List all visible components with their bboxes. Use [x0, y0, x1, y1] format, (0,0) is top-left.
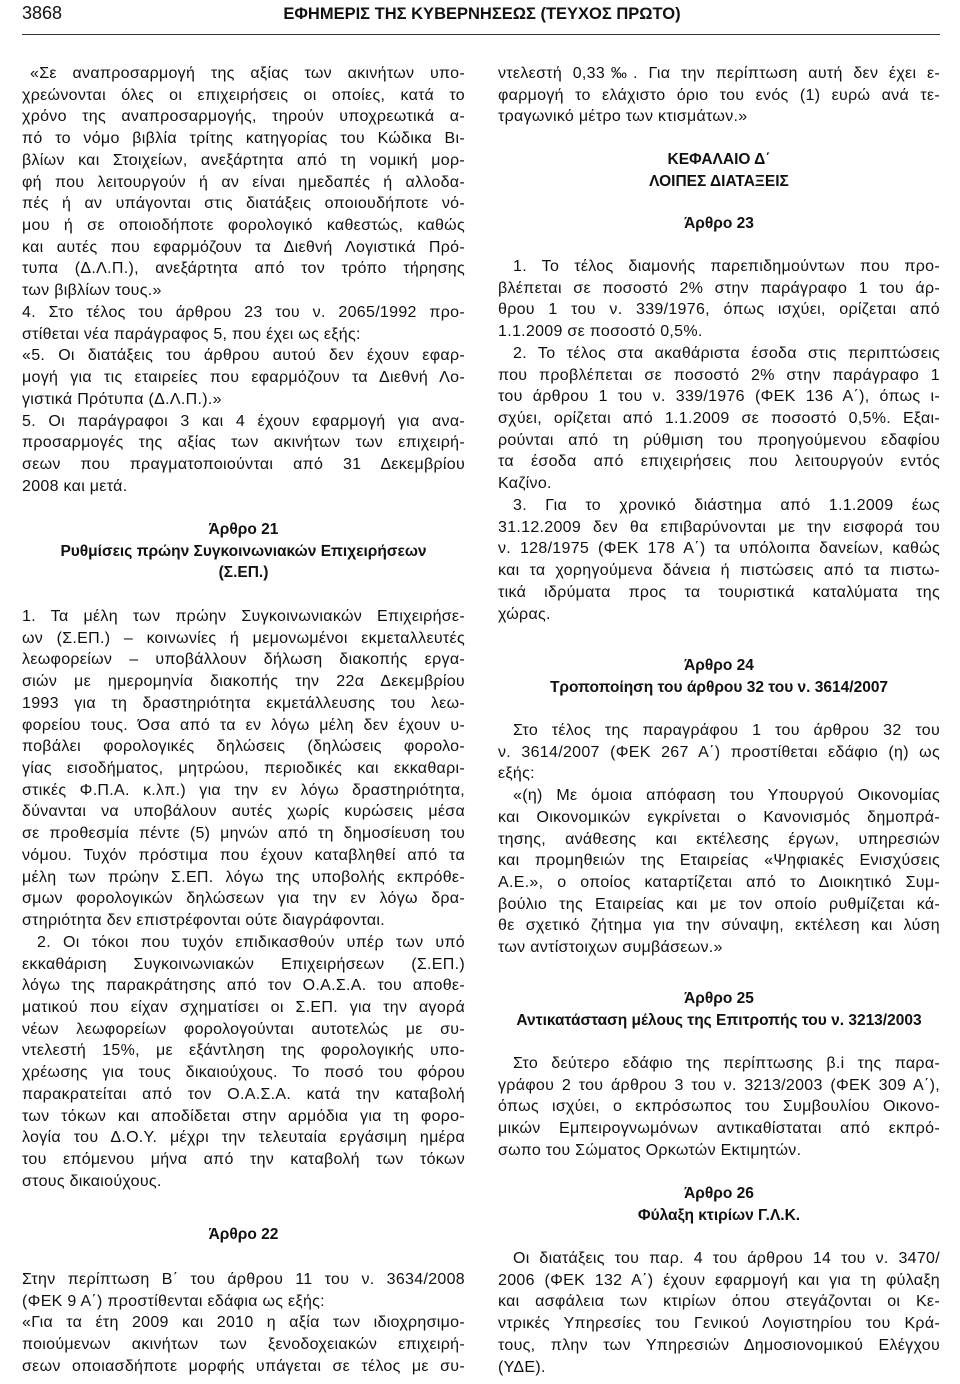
- text-line: στικές Φ.Π.Α. κ.λπ.) για την εν λόγω δραστηριότητα,: [22, 781, 465, 799]
- text-line: εκκαθάριση Συγκοινωνιακών Επιχειρήσεων (Σ.ΕΠ.): [22, 955, 465, 973]
- text-line: πές ή αν υπάγονται στις διατάξεις οποιουδήποτε νό-: [22, 195, 465, 213]
- text-line: ποιούμενων ακινήτων των ξενοδοχειακών επιχειρή-: [22, 1336, 465, 1354]
- text-line: τυπα (Δ.Λ.Π.), ανεξάρτητα από τον τρόπο τήρησης: [22, 260, 465, 278]
- text-line: χρέωσης για τους δικαιούχους. Το ποσό του φόρου: [22, 1064, 465, 1082]
- text-line: φαρμογή το ελάχιστο όριο του ενός (1) ευρώ ανά τε-: [498, 86, 940, 104]
- text-line: ποβάλει φορολογικές δηλώσεις (δηλώσεις φορολο-: [22, 738, 465, 756]
- text-line: δύνανται να υποβάλουν αυτές χωρίς κυρώσεις μέσα: [22, 803, 465, 821]
- article-22-heading-group: [22, 1224, 465, 1246]
- article-21-heading-group: [22, 519, 465, 584]
- text-line: παρακρατείται από τον Ο.Α.Σ.Α. κατά την καταβολή: [22, 1085, 465, 1103]
- text-line: χώρας.: [498, 605, 551, 623]
- text-line: τησης, ανάθεσης και εκτέλεσης έργων, υπηρεσιών: [498, 830, 940, 848]
- text-line: γιστικά Πρότυπα (Δ.Λ.Π.).»: [22, 390, 222, 408]
- text-line: φορείου τους. Όσα από τα εν λόγω μέλη δεν έχουν υ-: [22, 716, 465, 734]
- article-heading: Άρθρο 26: [684, 1185, 754, 1202]
- text-line: στίθεται νέα παράγραφος 5, που έχει ως εξής:: [22, 325, 361, 343]
- text-line: και ασφάλεια των κτιρίων όπου στεγάζονται οι Κε-: [498, 1293, 940, 1311]
- text-line: βούλιο της Εταιρείας και με τον οποίο ρυθμίζεται κά-: [498, 895, 940, 913]
- text-line: «(η) Με όμοια απόφαση του Υπουργού Οικονομίας: [513, 787, 940, 805]
- text-line: που προβλέπεται σε ποσοστό 2% στην παράγραφο 1: [498, 366, 940, 384]
- text-line: 4. Στο τέλος του άρθρου 23 του ν. 2065/1992 προ-: [22, 303, 465, 321]
- text-line: γίας εισοδήματος, μητρώου, περιοδικές και εκκαθαρι-: [22, 760, 465, 778]
- text-line: (ΦΕΚ 9 Α΄) προστίθενται εδάφια ως εξής:: [22, 1292, 325, 1310]
- text-line: νέων λεωφορείων φορολογούνται αυτοτελώς με συ-: [22, 1020, 465, 1038]
- text-line: μέλη των πρώην Σ.ΕΠ. λόγω της υποβολής εκπρόθε-: [22, 868, 465, 886]
- text-line: χρεώνονται όλες οι επιχειρήσεις οι οποίες, κατά το: [22, 86, 465, 104]
- text-line: Οι διατάξεις του παρ. 4 του άρθρου 14 του ν. 3470/: [513, 1250, 940, 1267]
- article-heading: Άρθρο 21: [208, 521, 279, 538]
- article-subtitle: Ρυθμίσεις πρώην Συγκοινωνιακών Επιχειρήσεων: [60, 542, 427, 560]
- article-22-body: [22, 1269, 465, 1378]
- text-line: τραγωνικό μέτρο των κτισμάτων.»: [498, 108, 748, 126]
- text-line: σεων οποιασδήποτε μορφής υπάγεται σε τέλος με συ-: [22, 1357, 465, 1375]
- text-line: του άρθρου 1 του ν. 339/1976 (ΦΕΚ 136 Α΄), όπως ι-: [498, 388, 940, 406]
- text-line: σε προθεσμία πέντε (5) μηνών από τη δημοσίευση του: [22, 825, 465, 843]
- article-26-body: [498, 1248, 940, 1378]
- text-line: προσαρμογές της αξίας των ακινήτων των επιχειρή-: [22, 434, 465, 452]
- article-heading: Άρθρο 25: [684, 990, 754, 1007]
- article-24-body: [498, 720, 940, 959]
- text-line: (ΥΔΕ).: [498, 1358, 546, 1376]
- article-heading: Άρθρο 22: [208, 1226, 279, 1243]
- text-line: πό το νόμο βιβλία τρίτης κατηγορίας του Κώδικα Βι-: [22, 130, 465, 148]
- text-line: νόμου. Τυχόν πρόστιμα που έχουν καταβληθεί από τα: [22, 846, 465, 864]
- article-26-heading-group: [498, 1183, 940, 1226]
- text-line: 2006 (ΦΕΚ 132 Α΄) έχουν εφαρμογή και για τη φύλαξη: [498, 1271, 940, 1289]
- text-line: 5. Οι παράγραφοι 3 και 4 έχουν εφαρμογή για ανα-: [22, 412, 465, 430]
- article-25-body: [498, 1053, 940, 1162]
- text-line: θε σχετικό ζήτημα για την σύναψη, εκτέλεση και λύση: [498, 917, 940, 935]
- text-line: 2. Το τέλος στα ακαθάριστα έσοδα στις περιπτώσεις: [513, 344, 940, 362]
- text-line: ρούνται από τη ρύθμιση του προηγούμενου εδαφίου: [498, 431, 940, 449]
- text-line: χρόνο της αναπροσαρμογής, τηρούν υποχρεωτικά α-: [22, 108, 465, 126]
- chapter-heading: ΚΕΦΑΛΑΙΟ Δ΄: [667, 151, 771, 168]
- text-line: 31.12.2009 δεν θα επιβαρύνονται με την εισφορά του: [498, 518, 940, 536]
- text-line: των αντίστοιχων συμβάσεων.»: [498, 939, 723, 957]
- article-subtitle: Τροποποίηση του άρθρου 32 του ν. 3614/2007: [549, 678, 889, 696]
- article-heading: Άρθρο 23: [684, 215, 754, 232]
- chapter-heading-group: [498, 149, 940, 192]
- text-line: «5. Οι διατάξεις του άρθρου αυτού δεν έχουν εφαρ-: [22, 347, 465, 365]
- text-line: λογία του Δ.Ο.Υ. μέχρι την τελευταία εργάσιμη ημέρα: [22, 1129, 465, 1147]
- left-intro-text: [22, 63, 465, 497]
- text-line: θρου 1 του ν. 339/1976, όπως ισχύει, ορίζεται από: [498, 301, 940, 319]
- text-line: μογή για τις εταιρείες που εφαρμόζουν τα Διεθνή Λο-: [22, 369, 465, 387]
- text-line: Καζίνο.: [498, 475, 552, 493]
- text-line: μικών Εμπειρογνωμόνων αντικαθίσταται από εκπρό-: [498, 1120, 940, 1138]
- article-21-body: [22, 606, 465, 1192]
- text-line: 1. Το τέλος διαμονής παρεπιδημούντων που προ-: [513, 258, 940, 275]
- text-line: ματικού που είχαν σχηματίσει οι Σ.ΕΠ. για την αγορά: [22, 998, 465, 1016]
- text-line: ντελεστή 0,33‰. Για την περίπτωση αυτή δεν έχει ε-: [498, 65, 940, 82]
- header-rule: [22, 34, 940, 35]
- text-line: ντελεστή 15%, με εξάντληση της φορολογικής υπο-: [22, 1042, 465, 1060]
- text-line: βλίων και Στοιχείων, ανεξάρτητα από τη νομική μορ-: [22, 151, 465, 169]
- text-line: μου ή σε οποιοδήποτε φορολογικό καθεστώς, καθώς: [22, 217, 465, 235]
- article-subtitle: (Σ.ΕΠ.): [218, 564, 269, 582]
- text-line: σεων που πραγματοποιούνται από 31 Δεκεμβρίου: [22, 455, 465, 473]
- text-line: τικά ιδρύματα προς τα τουριστικά καταλύματα της: [498, 583, 940, 601]
- text-line: 3. Για το χρονικό διάστημα από 1.1.2009 έως: [513, 496, 940, 514]
- text-line: των τόκων και αποδίδεται στην αρμόδια για τη φορο-: [22, 1107, 465, 1125]
- article-23-heading-group: [498, 213, 940, 235]
- article-24-heading-group: [498, 655, 940, 698]
- text-line: 1993 για τη δραστηριότητα εκμετάλλευσης του λεω-: [22, 694, 465, 712]
- right-continued-text: [498, 63, 940, 128]
- text-line: των βιβλίων τους.»: [22, 282, 162, 300]
- text-line: και αυτές που εφαρμόζουν τα Διεθνή Λογιστικά Πρό-: [22, 238, 465, 256]
- text-line: φή που λειτουργούν ή αν είναι ημεδαπές ή αλλοδα-: [22, 173, 465, 191]
- text-line: 1. Τα μέλη των πρώην Συγκοινωνιακών Επιχειρήσε-: [22, 608, 465, 625]
- text-line: ων (Σ.ΕΠ.) – κοινωνίες ή μεμονωμένοι εκμεταλλευτές: [22, 629, 465, 647]
- text-line: τα έσοδα από επιχειρήσεις που λειτουργούν εντός: [498, 453, 940, 471]
- text-line: ν. 128/1975 (ΦΕΚ 178 Α΄) τα υπόλοιπα δανείων, καθώς: [498, 540, 940, 558]
- text-line: όπως ισχύει, ο εκπρόσωπος του Συμβουλίου Οικονο-: [498, 1098, 940, 1116]
- text-line: γράφου 2 του άρθρου 3 του ν. 3213/2003 (ΦΕΚ 309 Α΄),: [498, 1076, 940, 1094]
- article-23-body: [498, 256, 940, 625]
- text-line: του επόμενου μήνα από την καταβολή των τόκων: [22, 1150, 465, 1168]
- text-line: Στην περίπτωση Β΄ του άρθρου 11 του ν. 3634/2008: [22, 1271, 465, 1288]
- text-line: εξής:: [498, 765, 535, 783]
- text-line: Α.Ε.», ο οποίος καταρτίζεται από το Διοικητικό Συμ-: [498, 874, 940, 892]
- text-line: σιών με ημερομηνία διακοπής την 22α Δεκεμβρίου: [22, 673, 465, 691]
- text-line: στους δικαιούχους.: [22, 1172, 162, 1190]
- text-line: και Οικονομικών εγκρίνεται ο Κανονισμός δημοπρά-: [498, 808, 940, 826]
- text-line: σχύει, ορίζεται από 1.1.2009 σε ποσοστό 0,5%. Εξαι-: [498, 410, 940, 428]
- text-line: στηριότητα δεν επιστρέφονται ούτε διαγράφονται.: [22, 912, 386, 930]
- chapter-title: ΛΟΙΠΕΣ ΔΙΑΤΑΞΕΙΣ: [649, 172, 789, 190]
- page-number: 3868: [22, 3, 63, 23]
- text-line: 2008 και μετά.: [22, 477, 128, 495]
- text-line: λεωφορείων – υποβάλλουν δήλωση διακοπής εργα-: [22, 651, 465, 669]
- text-line: τους, πλην των Υπηρεσιών Δημοσιονομικού Ελέγχου: [498, 1336, 940, 1354]
- article-heading: Άρθρο 24: [684, 657, 754, 674]
- article-subtitle: Αντικατάσταση μέλους της Επιτροπής του ν. 3213/2003: [516, 1011, 922, 1029]
- text-line: 2. Οι τόκοι που τυχόν επιδικασθούν υπέρ των υπό: [37, 933, 465, 951]
- text-line: βλέπεται σε ποσοστό 2% στην παράγραφο 1 του άρ-: [498, 279, 940, 297]
- text-line: σμων φορολογικών δηλώσεων για την εν λόγω δρα-: [22, 890, 465, 908]
- article-subtitle: Φύλαξη κτιρίων Γ.Λ.Κ.: [637, 1206, 801, 1224]
- text-line: και τα χορηγούμενα δάνεια ή πιστώσεις από τα πιστω-: [498, 562, 940, 580]
- text-line: και προμηθειών της Εταιρείας «Ψηφιακές Ενισχύσεις: [498, 852, 940, 870]
- text-line: λόγω της παρακράτησης από τον Ο.Α.Σ.Α. του αποθε-: [22, 977, 465, 995]
- text-line: ν. 3614/2007 (ΦΕΚ 267 Α΄) προστίθεται εδάφιο (η) ως: [498, 743, 940, 761]
- article-25-heading-group: [498, 988, 940, 1031]
- text-line: «Σε αναπροσαρμογή της αξίας των ακινήτων υπο-: [30, 65, 465, 82]
- text-line: σωπο του Σώματος Ορκωτών Εκτιμητών.: [498, 1141, 802, 1159]
- text-line: ντρικές Υπηρεσίες του Γενικού Λογιστηρίου του Κρά-: [498, 1315, 940, 1333]
- gazette-title: ΕΦΗΜΕΡΙΣ ΤΗΣ ΚΥΒΕΡΝΗΣΕΩΣ (ΤΕΥΧΟΣ ΠΡΩΤΟ): [283, 5, 681, 23]
- text-line: Στο δεύτερο εδάφιο της περίπτωσης β.i της παρα-: [513, 1055, 940, 1072]
- text-line: 1.1.2009 σε ποσοστό 0,5%.: [498, 323, 703, 341]
- text-line: «Για τα έτη 2009 και 2010 η αξία των ιδιοχρησιμο-: [22, 1314, 465, 1332]
- text-line: Στο τέλος της παραγράφου 1 του άρθρου 32 του: [513, 722, 940, 739]
